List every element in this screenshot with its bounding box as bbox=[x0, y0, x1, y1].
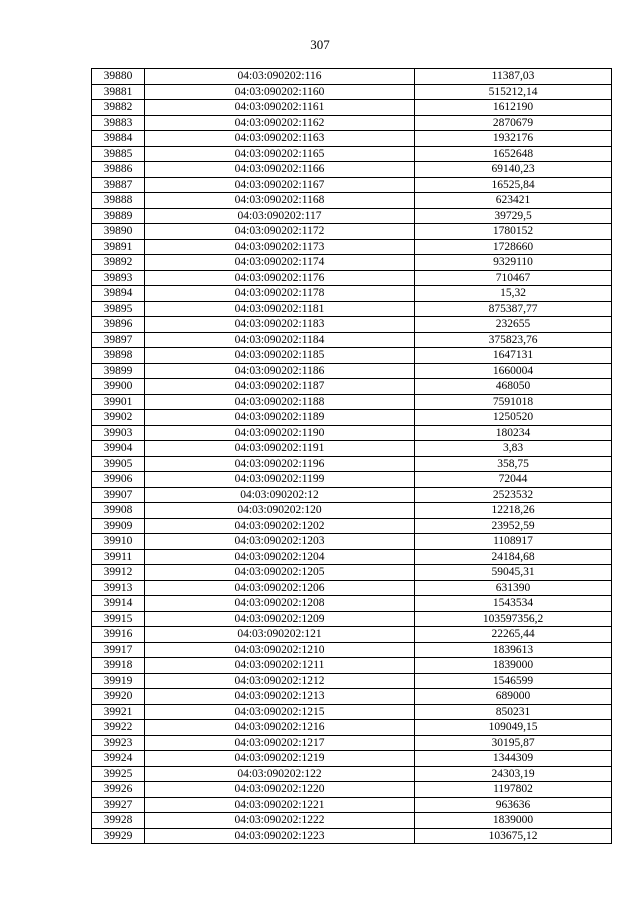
cadastral-value-cell: 16525,84 bbox=[415, 177, 612, 193]
row-number-cell: 39917 bbox=[92, 642, 145, 658]
cadastral-value-cell: 22265,44 bbox=[415, 627, 612, 643]
cadastral-number-cell: 04:03:090202:1187 bbox=[145, 379, 415, 395]
table-row bbox=[92, 69, 612, 85]
table-row bbox=[92, 270, 612, 286]
table-row bbox=[92, 317, 612, 333]
table-row bbox=[92, 193, 612, 209]
cadastral-value-cell: 468050 bbox=[415, 379, 612, 395]
cadastral-value-cell: 103675,12 bbox=[415, 828, 612, 844]
cadastral-number-cell: 04:03:090202:1190 bbox=[145, 425, 415, 441]
cadastral-value-cell: 109049,15 bbox=[415, 720, 612, 736]
row-number-cell: 39915 bbox=[92, 611, 145, 627]
cadastral-value-cell: 1543534 bbox=[415, 596, 612, 612]
cadastral-value-cell: 15,32 bbox=[415, 286, 612, 302]
cadastral-value-cell: 59045,31 bbox=[415, 565, 612, 581]
cadastral-value-cell: 1652648 bbox=[415, 146, 612, 162]
cadastral-number-cell: 04:03:090202:1185 bbox=[145, 348, 415, 364]
cadastral-number-cell: 04:03:090202:1174 bbox=[145, 255, 415, 271]
table-row bbox=[92, 456, 612, 472]
row-number-cell: 39926 bbox=[92, 782, 145, 798]
cadastral-value-cell: 1250520 bbox=[415, 410, 612, 426]
cadastral-number-cell: 04:03:090202:1191 bbox=[145, 441, 415, 457]
cadastral-number-cell: 04:03:090202:1173 bbox=[145, 239, 415, 255]
cadastral-number-cell: 04:03:090202:121 bbox=[145, 627, 415, 643]
cadastral-number-cell: 04:03:090202:1188 bbox=[145, 394, 415, 410]
table-row bbox=[92, 813, 612, 829]
cadastral-value-cell: 358,75 bbox=[415, 456, 612, 472]
cadastral-number-cell: 04:03:090202:1216 bbox=[145, 720, 415, 736]
cadastral-number-cell: 04:03:090202:1209 bbox=[145, 611, 415, 627]
row-number-cell: 39907 bbox=[92, 487, 145, 503]
cadastral-value-cell: 1780152 bbox=[415, 224, 612, 240]
cadastral-value-cell: 11387,03 bbox=[415, 69, 612, 85]
cadastral-number-cell: 04:03:090202:1168 bbox=[145, 193, 415, 209]
row-number-cell: 39899 bbox=[92, 363, 145, 379]
cadastral-number-cell: 04:03:090202:1204 bbox=[145, 549, 415, 565]
cadastral-number-cell: 04:03:090202:1183 bbox=[145, 317, 415, 333]
cadastral-number-cell: 04:03:090202:1162 bbox=[145, 115, 415, 131]
cadastral-value-cell: 1612190 bbox=[415, 100, 612, 116]
row-number-cell: 39911 bbox=[92, 549, 145, 565]
table-row bbox=[92, 84, 612, 100]
table-row bbox=[92, 673, 612, 689]
registry-table bbox=[91, 68, 612, 844]
cadastral-number-cell: 04:03:090202:1221 bbox=[145, 797, 415, 813]
row-number-cell: 39912 bbox=[92, 565, 145, 581]
table-row bbox=[92, 487, 612, 503]
row-number-cell: 39885 bbox=[92, 146, 145, 162]
row-number-cell: 39914 bbox=[92, 596, 145, 612]
row-number-cell: 39897 bbox=[92, 332, 145, 348]
cadastral-value-cell: 232655 bbox=[415, 317, 612, 333]
cadastral-value-cell: 24184,68 bbox=[415, 549, 612, 565]
cadastral-number-cell: 04:03:090202:1208 bbox=[145, 596, 415, 612]
row-number-cell: 39925 bbox=[92, 766, 145, 782]
row-number-cell: 39881 bbox=[92, 84, 145, 100]
cadastral-value-cell: 1197802 bbox=[415, 782, 612, 798]
table-row bbox=[92, 363, 612, 379]
table-row bbox=[92, 518, 612, 534]
cadastral-number-cell: 04:03:090202:1186 bbox=[145, 363, 415, 379]
table-row bbox=[92, 642, 612, 658]
row-number-cell: 39923 bbox=[92, 735, 145, 751]
table-row bbox=[92, 766, 612, 782]
row-number-cell: 39928 bbox=[92, 813, 145, 829]
cadastral-value-cell: 875387,77 bbox=[415, 301, 612, 317]
cadastral-value-cell: 963636 bbox=[415, 797, 612, 813]
cadastral-value-cell: 180234 bbox=[415, 425, 612, 441]
row-number-cell: 39929 bbox=[92, 828, 145, 844]
table-row bbox=[92, 658, 612, 674]
table-row bbox=[92, 782, 612, 798]
cadastral-number-cell: 04:03:090202:1212 bbox=[145, 673, 415, 689]
row-number-cell: 39880 bbox=[92, 69, 145, 85]
cadastral-value-cell: 515212,14 bbox=[415, 84, 612, 100]
row-number-cell: 39920 bbox=[92, 689, 145, 705]
row-number-cell: 39905 bbox=[92, 456, 145, 472]
cadastral-value-cell: 1932176 bbox=[415, 131, 612, 147]
table-row bbox=[92, 611, 612, 627]
table-row bbox=[92, 797, 612, 813]
cadastral-value-cell: 689000 bbox=[415, 689, 612, 705]
row-number-cell: 39893 bbox=[92, 270, 145, 286]
row-number-cell: 39916 bbox=[92, 627, 145, 643]
table-row bbox=[92, 332, 612, 348]
table-row bbox=[92, 534, 612, 550]
cadastral-value-cell: 850231 bbox=[415, 704, 612, 720]
cadastral-value-cell: 1546599 bbox=[415, 673, 612, 689]
cadastral-number-cell: 04:03:090202:1172 bbox=[145, 224, 415, 240]
registry-table-body bbox=[92, 69, 612, 844]
table-row bbox=[92, 379, 612, 395]
page-number: 307 bbox=[310, 37, 330, 52]
cadastral-number-cell: 04:03:090202:1165 bbox=[145, 146, 415, 162]
row-number-cell: 39924 bbox=[92, 751, 145, 767]
cadastral-value-cell: 1839000 bbox=[415, 658, 612, 674]
cadastral-number-cell: 04:03:090202:1219 bbox=[145, 751, 415, 767]
cadastral-number-cell: 04:03:090202:1166 bbox=[145, 162, 415, 178]
table-row bbox=[92, 425, 612, 441]
row-number-cell: 39918 bbox=[92, 658, 145, 674]
cadastral-value-cell: 1728660 bbox=[415, 239, 612, 255]
table-row bbox=[92, 239, 612, 255]
cadastral-number-cell: 04:03:090202:1211 bbox=[145, 658, 415, 674]
cadastral-number-cell: 04:03:090202:1217 bbox=[145, 735, 415, 751]
cadastral-value-cell: 3,83 bbox=[415, 441, 612, 457]
row-number-cell: 39898 bbox=[92, 348, 145, 364]
cadastral-value-cell: 1647131 bbox=[415, 348, 612, 364]
row-number-cell: 39884 bbox=[92, 131, 145, 147]
cadastral-value-cell: 375823,76 bbox=[415, 332, 612, 348]
row-number-cell: 39891 bbox=[92, 239, 145, 255]
cadastral-number-cell: 04:03:090202:1202 bbox=[145, 518, 415, 534]
cadastral-number-cell: 04:03:090202:1213 bbox=[145, 689, 415, 705]
cadastral-value-cell: 23952,59 bbox=[415, 518, 612, 534]
cadastral-number-cell: 04:03:090202:1199 bbox=[145, 472, 415, 488]
table-row bbox=[92, 627, 612, 643]
row-number-cell: 39895 bbox=[92, 301, 145, 317]
cadastral-value-cell: 72044 bbox=[415, 472, 612, 488]
table-row bbox=[92, 441, 612, 457]
cadastral-number-cell: 04:03:090202:1184 bbox=[145, 332, 415, 348]
row-number-cell: 39903 bbox=[92, 425, 145, 441]
cadastral-value-cell: 39729,5 bbox=[415, 208, 612, 224]
cadastral-number-cell: 04:03:090202:122 bbox=[145, 766, 415, 782]
table-row bbox=[92, 549, 612, 565]
cadastral-value-cell: 12218,26 bbox=[415, 503, 612, 519]
row-number-cell: 39922 bbox=[92, 720, 145, 736]
cadastral-number-cell: 04:03:090202:1223 bbox=[145, 828, 415, 844]
table-row bbox=[92, 162, 612, 178]
table-row bbox=[92, 828, 612, 844]
row-number-cell: 39889 bbox=[92, 208, 145, 224]
table-row bbox=[92, 503, 612, 519]
cadastral-number-cell: 04:03:090202:1189 bbox=[145, 410, 415, 426]
row-number-cell: 39919 bbox=[92, 673, 145, 689]
cadastral-value-cell: 2870679 bbox=[415, 115, 612, 131]
table-row bbox=[92, 100, 612, 116]
cadastral-number-cell: 04:03:090202:1178 bbox=[145, 286, 415, 302]
row-number-cell: 39906 bbox=[92, 472, 145, 488]
row-number-cell: 39894 bbox=[92, 286, 145, 302]
cadastral-value-cell: 30195,87 bbox=[415, 735, 612, 751]
cadastral-number-cell: 04:03:090202:1222 bbox=[145, 813, 415, 829]
cadastral-value-cell: 1108917 bbox=[415, 534, 612, 550]
row-number-cell: 39910 bbox=[92, 534, 145, 550]
table-row bbox=[92, 177, 612, 193]
table-row bbox=[92, 720, 612, 736]
table-row bbox=[92, 301, 612, 317]
row-number-cell: 39909 bbox=[92, 518, 145, 534]
cadastral-value-cell: 631390 bbox=[415, 580, 612, 596]
table-row bbox=[92, 286, 612, 302]
row-number-cell: 39902 bbox=[92, 410, 145, 426]
row-number-cell: 39904 bbox=[92, 441, 145, 457]
table-row bbox=[92, 580, 612, 596]
table-row bbox=[92, 735, 612, 751]
row-number-cell: 39882 bbox=[92, 100, 145, 116]
table-row bbox=[92, 348, 612, 364]
row-number-cell: 39883 bbox=[92, 115, 145, 131]
row-number-cell: 39892 bbox=[92, 255, 145, 271]
cadastral-number-cell: 04:03:090202:1160 bbox=[145, 84, 415, 100]
cadastral-value-cell: 1344309 bbox=[415, 751, 612, 767]
row-number-cell: 39927 bbox=[92, 797, 145, 813]
cadastral-value-cell: 1839613 bbox=[415, 642, 612, 658]
cadastral-value-cell: 1839000 bbox=[415, 813, 612, 829]
cadastral-number-cell: 04:03:090202:1196 bbox=[145, 456, 415, 472]
cadastral-value-cell: 24303,19 bbox=[415, 766, 612, 782]
table-row bbox=[92, 394, 612, 410]
row-number-cell: 39896 bbox=[92, 317, 145, 333]
cadastral-number-cell: 04:03:090202:1161 bbox=[145, 100, 415, 116]
row-number-cell: 39901 bbox=[92, 394, 145, 410]
table-row bbox=[92, 751, 612, 767]
row-number-cell: 39921 bbox=[92, 704, 145, 720]
row-number-cell: 39890 bbox=[92, 224, 145, 240]
cadastral-number-cell: 04:03:090202:12 bbox=[145, 487, 415, 503]
table-row bbox=[92, 255, 612, 271]
cadastral-number-cell: 04:03:090202:1167 bbox=[145, 177, 415, 193]
cadastral-number-cell: 04:03:090202:117 bbox=[145, 208, 415, 224]
cadastral-number-cell: 04:03:090202:116 bbox=[145, 69, 415, 85]
cadastral-number-cell: 04:03:090202:1220 bbox=[145, 782, 415, 798]
row-number-cell: 39900 bbox=[92, 379, 145, 395]
cadastral-number-cell: 04:03:090202:1205 bbox=[145, 565, 415, 581]
table-row bbox=[92, 596, 612, 612]
cadastral-value-cell: 2523532 bbox=[415, 487, 612, 503]
cadastral-number-cell: 04:03:090202:1206 bbox=[145, 580, 415, 596]
cadastral-value-cell: 9329110 bbox=[415, 255, 612, 271]
table-row bbox=[92, 689, 612, 705]
table-row bbox=[92, 115, 612, 131]
table-row bbox=[92, 704, 612, 720]
cadastral-number-cell: 04:03:090202:1203 bbox=[145, 534, 415, 550]
row-number-cell: 39913 bbox=[92, 580, 145, 596]
table-row bbox=[92, 208, 612, 224]
cadastral-number-cell: 04:03:090202:1215 bbox=[145, 704, 415, 720]
table-row bbox=[92, 224, 612, 240]
cadastral-number-cell: 04:03:090202:120 bbox=[145, 503, 415, 519]
cadastral-value-cell: 623421 bbox=[415, 193, 612, 209]
table-row bbox=[92, 410, 612, 426]
row-number-cell: 39887 bbox=[92, 177, 145, 193]
row-number-cell: 39886 bbox=[92, 162, 145, 178]
table-row bbox=[92, 131, 612, 147]
cadastral-value-cell: 103597356,2 bbox=[415, 611, 612, 627]
cadastral-number-cell: 04:03:090202:1176 bbox=[145, 270, 415, 286]
cadastral-number-cell: 04:03:090202:1163 bbox=[145, 131, 415, 147]
table-row bbox=[92, 472, 612, 488]
cadastral-value-cell: 710467 bbox=[415, 270, 612, 286]
row-number-cell: 39888 bbox=[92, 193, 145, 209]
cadastral-number-cell: 04:03:090202:1181 bbox=[145, 301, 415, 317]
row-number-cell: 39908 bbox=[92, 503, 145, 519]
cadastral-value-cell: 1660004 bbox=[415, 363, 612, 379]
cadastral-value-cell: 7591018 bbox=[415, 394, 612, 410]
cadastral-number-cell: 04:03:090202:1210 bbox=[145, 642, 415, 658]
table-row bbox=[92, 146, 612, 162]
table-row bbox=[92, 565, 612, 581]
cadastral-value-cell: 69140,23 bbox=[415, 162, 612, 178]
